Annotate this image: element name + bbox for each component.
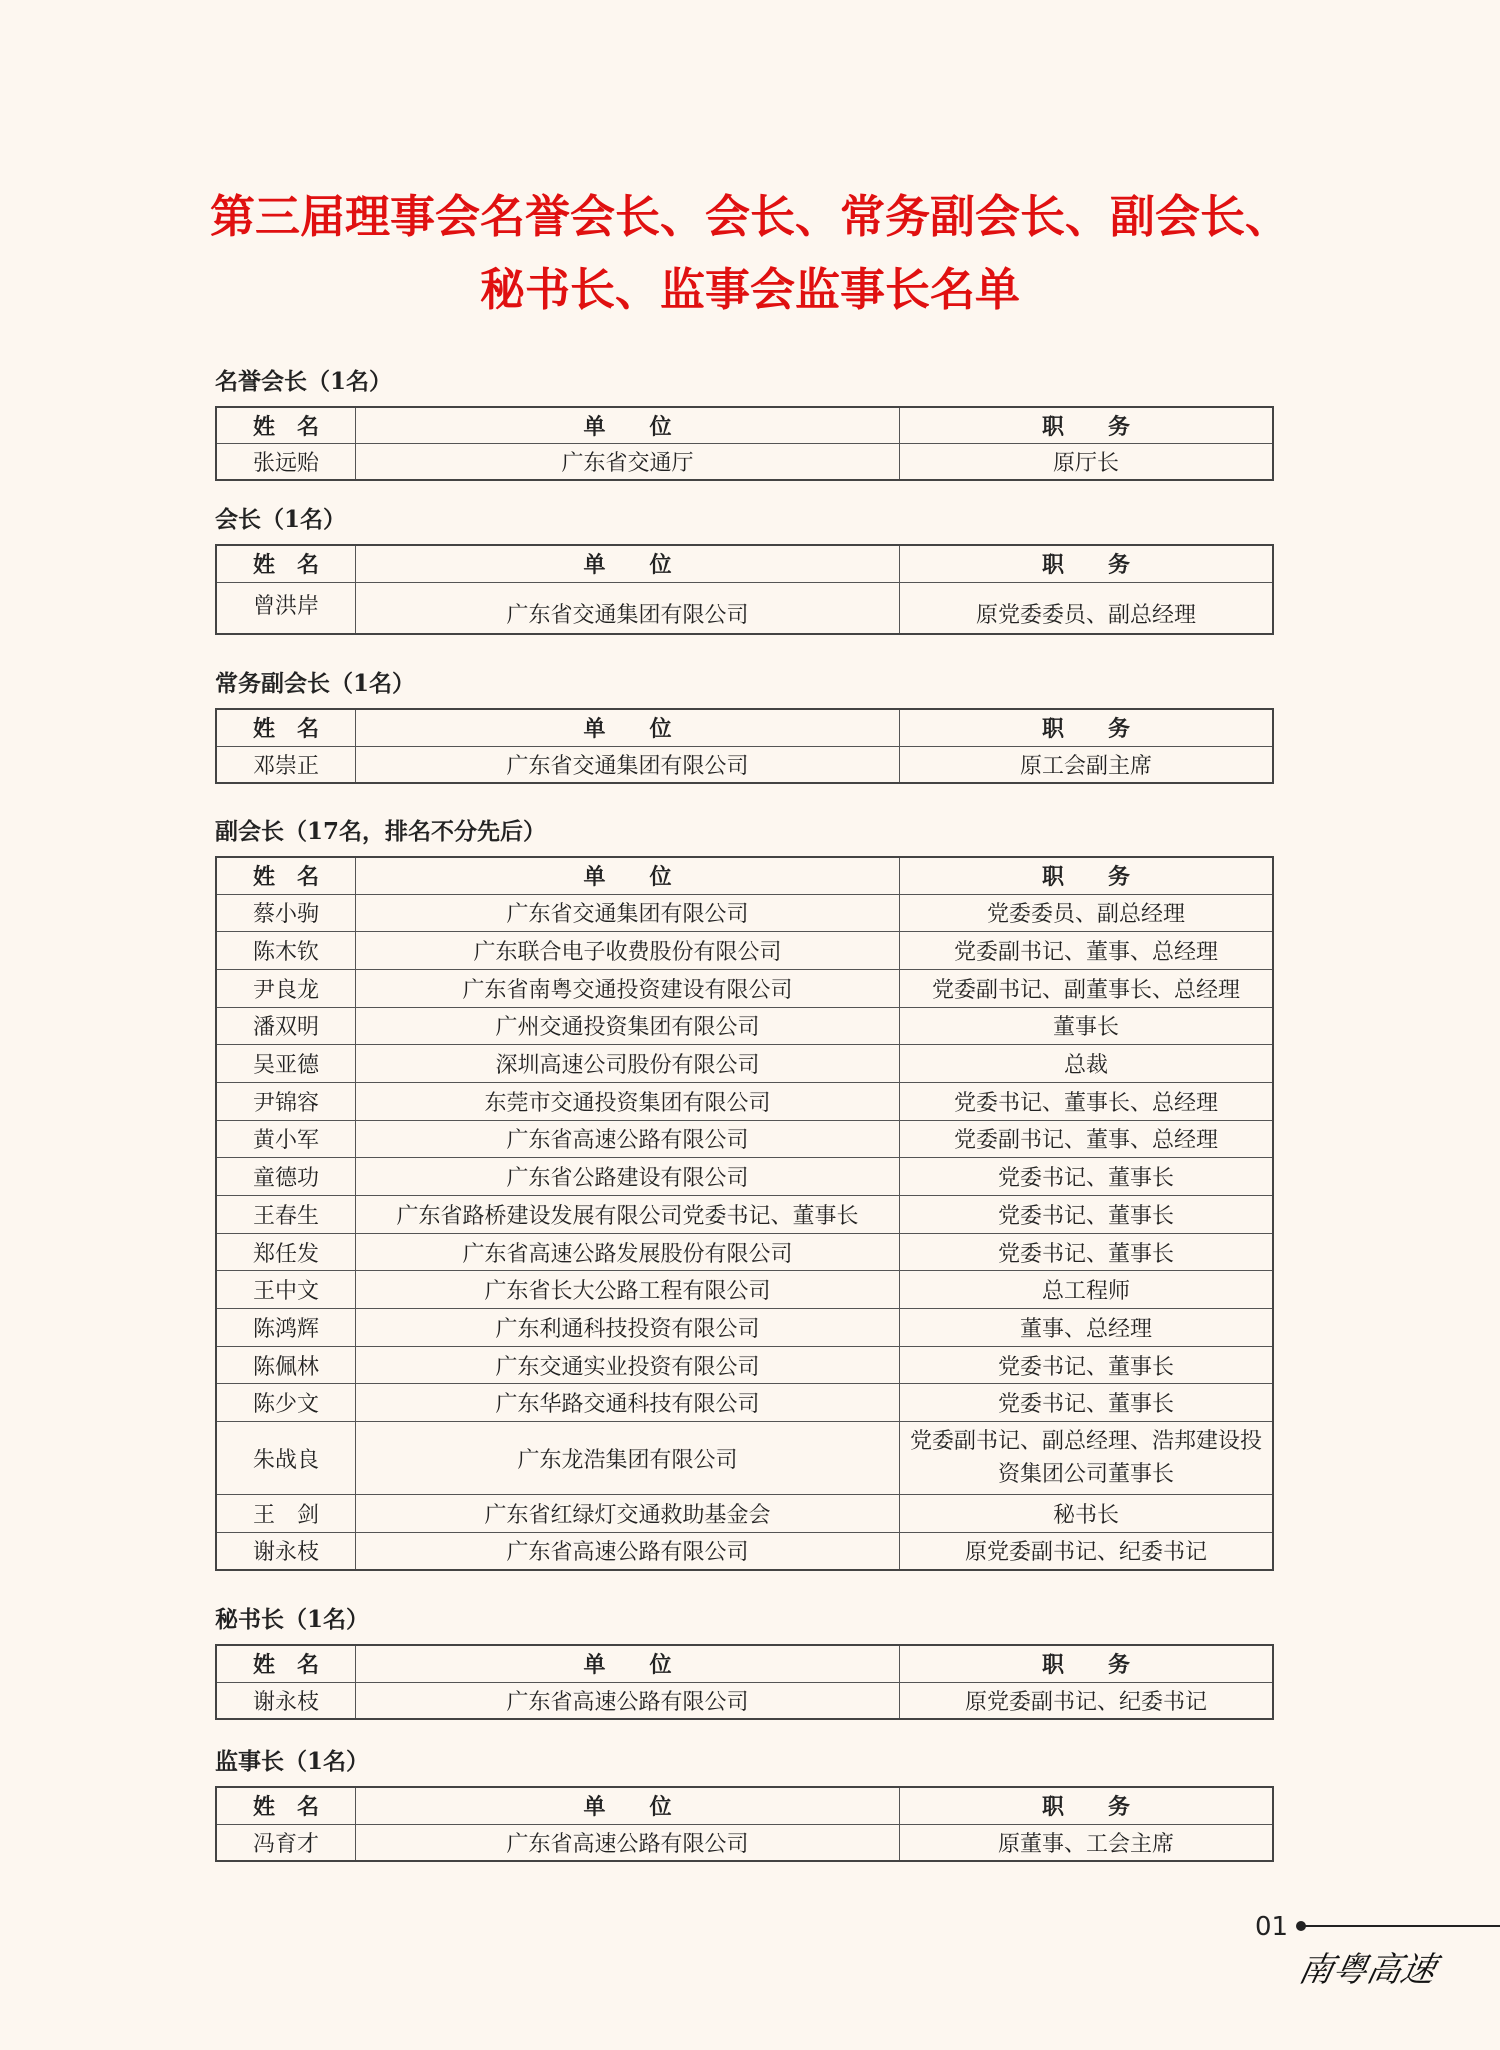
cell-name: 冯育才 xyxy=(216,1824,356,1861)
section-chief-supervisor xyxy=(215,1748,1274,1862)
title-line-1: 第三届理事会名誉会长、会长、常务副会长、副会长、 xyxy=(209,190,1290,243)
table-row xyxy=(216,1532,1273,1570)
table-row xyxy=(216,1495,1273,1533)
cell-name: 王春生 xyxy=(216,1196,356,1234)
section-heading: 副会长（17名，排名不分先后） xyxy=(215,818,547,845)
table-header-row xyxy=(216,1787,1273,1824)
table-row xyxy=(216,1384,1273,1422)
header-name: 姓 名 xyxy=(216,407,356,443)
cell-unit: 广东省高速公路有限公司 xyxy=(356,1532,900,1570)
cell-name: 童德功 xyxy=(216,1158,356,1196)
header-position: 职 务 xyxy=(900,407,1274,443)
header-name: 姓 名 xyxy=(216,857,356,894)
section-heading: 会长（1名） xyxy=(215,506,347,533)
cell-name: 郑任发 xyxy=(216,1233,356,1271)
cell-unit: 广东省交通厅 xyxy=(356,443,900,480)
table-row xyxy=(216,1422,1273,1495)
header-unit: 单 位 xyxy=(356,857,900,894)
cell-position: 党委书记、董事长、总经理 xyxy=(900,1082,1274,1120)
cell-unit: 广东省交通集团有限公司 xyxy=(356,746,900,783)
table-header-row xyxy=(216,1645,1273,1682)
table-row xyxy=(216,932,1273,970)
cell-position: 党委书记、董事长 xyxy=(900,1233,1274,1271)
section-vice-presidents xyxy=(215,818,1274,1571)
header-name: 姓 名 xyxy=(216,709,356,746)
cell-unit: 广东省高速公路发展股份有限公司 xyxy=(356,1233,900,1271)
roster-table xyxy=(215,406,1274,481)
section-heading: 名誉会长（1名） xyxy=(215,368,393,395)
cell-position: 党委副书记、副总经理、浩邦建设投资集团公司董事长 xyxy=(900,1422,1274,1495)
header-position: 职 务 xyxy=(900,1787,1274,1824)
cell-position: 党委副书记、董事、总经理 xyxy=(900,1120,1274,1158)
table-row xyxy=(216,1158,1273,1196)
cell-unit: 广东省高速公路有限公司 xyxy=(356,1120,900,1158)
cell-unit: 广东省红绿灯交通救助基金会 xyxy=(356,1495,900,1533)
cell-name: 黄小军 xyxy=(216,1120,356,1158)
cell-name: 陈佩林 xyxy=(216,1346,356,1384)
section-president xyxy=(215,506,1274,635)
table-row xyxy=(216,1196,1273,1234)
table-row xyxy=(216,1082,1273,1120)
cell-name: 朱战良 xyxy=(216,1422,356,1495)
cell-position: 原党委委员、副总经理 xyxy=(900,582,1274,634)
table-row xyxy=(216,1007,1273,1045)
header-unit: 单 位 xyxy=(356,1645,900,1682)
header-unit: 单 位 xyxy=(356,709,900,746)
cell-position: 党委书记、董事长 xyxy=(900,1196,1274,1234)
section-secretary-general xyxy=(215,1606,1274,1720)
cell-unit: 广东省高速公路有限公司 xyxy=(356,1682,900,1719)
section-executive-vice-president xyxy=(215,670,1274,784)
cell-name: 吴亚德 xyxy=(216,1045,356,1083)
table-row xyxy=(216,1271,1273,1309)
header-position: 职 务 xyxy=(900,857,1274,894)
cell-unit: 广东龙浩集团有限公司 xyxy=(356,1422,900,1495)
header-name: 姓 名 xyxy=(216,1787,356,1824)
cell-unit: 广东省交通集团有限公司 xyxy=(356,582,900,634)
cell-name: 谢永枝 xyxy=(216,1532,356,1570)
cell-name: 陈少文 xyxy=(216,1384,356,1422)
cell-unit: 广东省长大公路工程有限公司 xyxy=(356,1271,900,1309)
page-marker-line xyxy=(1300,1925,1500,1927)
cell-unit: 广州交通投资集团有限公司 xyxy=(356,1007,900,1045)
cell-unit: 广东省南粤交通投资建设有限公司 xyxy=(356,969,900,1007)
cell-name: 张远贻 xyxy=(216,443,356,480)
table-row xyxy=(216,1346,1273,1384)
cell-unit: 广东省高速公路有限公司 xyxy=(356,1824,900,1861)
table-header-row xyxy=(216,545,1273,582)
table-header-row xyxy=(216,857,1273,894)
header-name: 姓 名 xyxy=(216,545,356,582)
table-row xyxy=(216,1824,1273,1861)
cell-unit: 东莞市交通投资集团有限公司 xyxy=(356,1082,900,1120)
table-row xyxy=(216,1233,1273,1271)
cell-name: 尹良龙 xyxy=(216,969,356,1007)
cell-name: 谢永枝 xyxy=(216,1682,356,1719)
cell-name: 曾洪岸 xyxy=(216,582,356,634)
roster-table xyxy=(215,856,1274,1571)
cell-position: 总工程师 xyxy=(900,1271,1274,1309)
page-number: 01 xyxy=(1255,1912,1289,1942)
cell-name: 尹锦容 xyxy=(216,1082,356,1120)
table-header-row xyxy=(216,709,1273,746)
section-heading: 常务副会长（1名） xyxy=(215,670,416,697)
cell-position: 党委书记、董事长 xyxy=(900,1384,1274,1422)
table-row xyxy=(216,443,1273,480)
table-row xyxy=(216,582,1273,634)
cell-position: 党委副书记、董事、总经理 xyxy=(900,932,1274,970)
cell-unit: 广东华路交通科技有限公司 xyxy=(356,1384,900,1422)
header-unit: 单 位 xyxy=(356,545,900,582)
cell-unit: 广东联合电子收费股份有限公司 xyxy=(356,932,900,970)
table-row xyxy=(216,894,1273,932)
header-position: 职 务 xyxy=(900,545,1274,582)
cell-position: 原厅长 xyxy=(900,443,1274,480)
cell-position: 原党委副书记、纪委书记 xyxy=(900,1532,1274,1570)
title-line-2: 秘书长、监事会监事长名单 xyxy=(479,263,1020,316)
header-unit: 单 位 xyxy=(356,407,900,443)
section-heading: 秘书长（1名） xyxy=(215,1606,370,1633)
magazine-logo: 南粤高速 xyxy=(1295,1950,1440,1990)
cell-position: 党委书记、董事长 xyxy=(900,1346,1274,1384)
cell-position: 党委副书记、副董事长、总经理 xyxy=(900,969,1274,1007)
cell-position: 原党委副书记、纪委书记 xyxy=(900,1682,1274,1719)
header-position: 职 务 xyxy=(900,709,1274,746)
cell-name: 蔡小驹 xyxy=(216,894,356,932)
table-row xyxy=(216,1682,1273,1719)
section-honorary-president xyxy=(215,368,1274,481)
cell-position: 党委书记、董事长 xyxy=(900,1158,1274,1196)
cell-unit: 广东省交通集团有限公司 xyxy=(356,894,900,932)
roster-table xyxy=(215,1644,1274,1720)
cell-name: 陈鸿辉 xyxy=(216,1309,356,1347)
header-unit: 单 位 xyxy=(356,1787,900,1824)
table-row xyxy=(216,1309,1273,1347)
header-name: 姓 名 xyxy=(216,1645,356,1682)
cell-position: 原董事、工会主席 xyxy=(900,1824,1274,1861)
cell-position: 原工会副主席 xyxy=(900,746,1274,783)
cell-name: 邓崇正 xyxy=(216,746,356,783)
cell-name: 潘双明 xyxy=(216,1007,356,1045)
roster-table xyxy=(215,1786,1274,1862)
table-row xyxy=(216,969,1273,1007)
cell-unit: 广东交通实业投资有限公司 xyxy=(356,1346,900,1384)
cell-position: 秘书长 xyxy=(900,1495,1274,1533)
cell-unit: 广东利通科技投资有限公司 xyxy=(356,1309,900,1347)
roster-table xyxy=(215,544,1274,635)
cell-unit: 广东省路桥建设发展有限公司党委书记、董事长 xyxy=(356,1196,900,1234)
header-position: 职 务 xyxy=(900,1645,1274,1682)
cell-unit: 广东省公路建设有限公司 xyxy=(356,1158,900,1196)
cell-position: 总裁 xyxy=(900,1045,1274,1083)
cell-position: 董事长 xyxy=(900,1007,1274,1045)
cell-position: 党委委员、副总经理 xyxy=(900,894,1274,932)
cell-name: 王中文 xyxy=(216,1271,356,1309)
table-row xyxy=(216,1045,1273,1083)
cell-name: 王 剑 xyxy=(216,1495,356,1533)
table-header-row xyxy=(216,407,1273,443)
cell-position: 董事、总经理 xyxy=(900,1309,1274,1347)
section-heading: 监事长（1名） xyxy=(215,1748,370,1775)
cell-name: 陈木钦 xyxy=(216,932,356,970)
table-row xyxy=(216,746,1273,783)
table-row xyxy=(216,1120,1273,1158)
roster-table xyxy=(215,708,1274,784)
cell-unit: 深圳高速公司股份有限公司 xyxy=(356,1045,900,1083)
